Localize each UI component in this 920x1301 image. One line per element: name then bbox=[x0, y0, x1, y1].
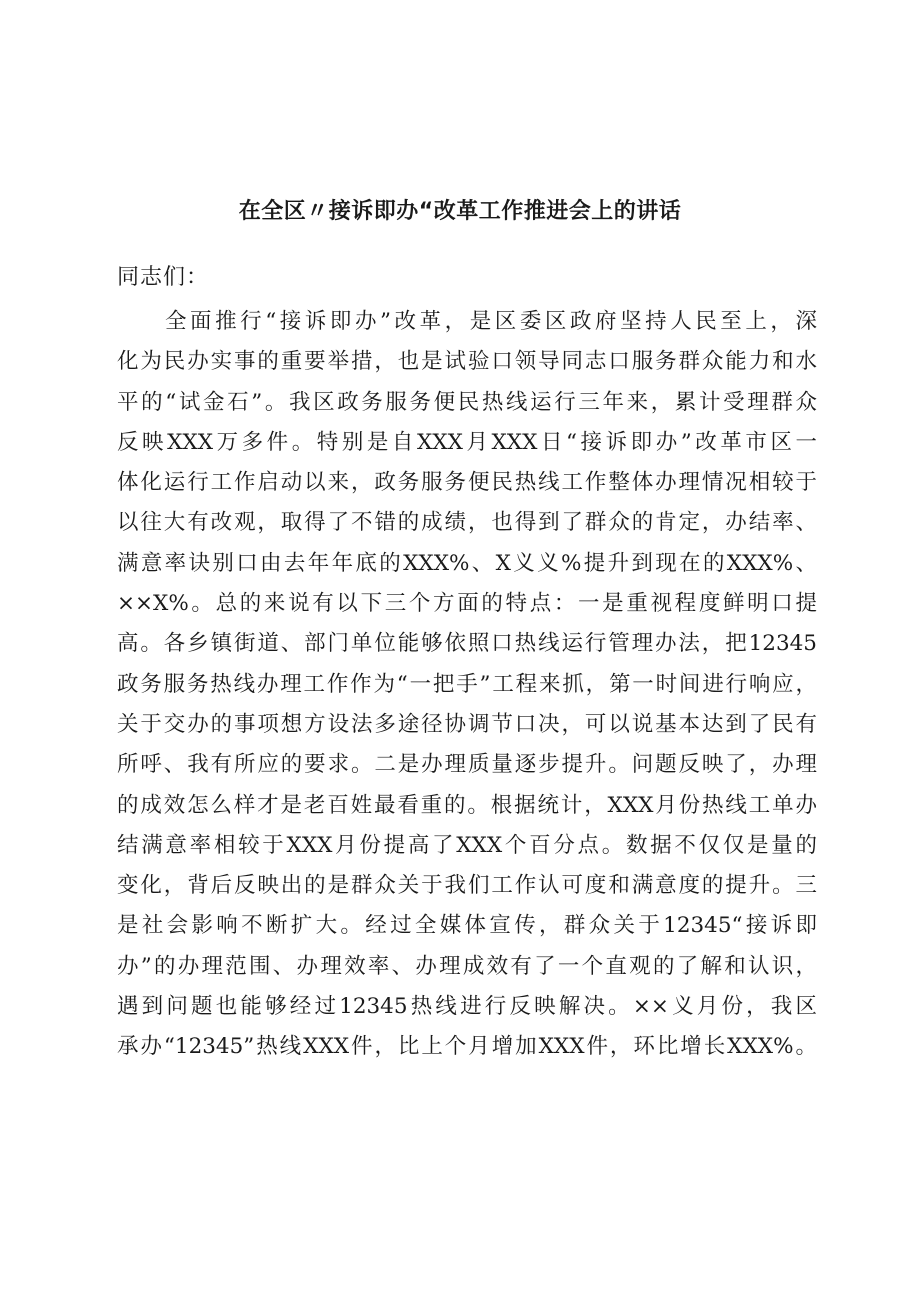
text-line: 承办“12345”热线XXX件，比上个月增加XXX件，环比增长XXX%。 bbox=[117, 1034, 817, 1060]
text-line: 变化，背后反映出的是群众关于我们工作认可度和满意度的提升。三 bbox=[117, 873, 817, 899]
text-line: 结满意率相较于XXX月份提高了XXX个百分点。数据不仅仅是量的 bbox=[117, 832, 817, 858]
text-line: 关于交办的事项想方设法多途径协调节口决，可以说基本达到了民有 bbox=[117, 711, 817, 737]
text-line: 平的“试金石”。我区政务服务便民热线运行三年来，累计受理群众 bbox=[117, 389, 817, 415]
text-line: 所呼、我有所应的要求。二是办理质量逐步提升。问题反映了，办理 bbox=[117, 752, 817, 778]
text-line: 化为民办实事的重要举措，也是试验口领导同志口服务群众能力和水 bbox=[117, 349, 817, 375]
text-line: 办”的办理范围、办理效率、办理成效有了一个直观的了解和认识， bbox=[117, 953, 817, 979]
speech-paragraph bbox=[117, 302, 817, 1068]
text-line: 是社会影响不断扩大。经过全媒体宣传，群众关于12345“接诉即 bbox=[117, 913, 817, 939]
text-line: 政务服务热线办理工作作为“一把手”工程来抓，第一时间进行响应， bbox=[117, 671, 817, 697]
text-line: 反映XXX万多件。特别是自XXX月XXX日“接诉即办”改革市区一 bbox=[117, 429, 817, 455]
text-line: 遇到问题也能够经过12345热线进行反映解决。××义月份，我区 bbox=[117, 994, 817, 1020]
text-line: 的成效怎么样才是老百姓最看重的。根据统计，XXX月份热线工单办 bbox=[117, 792, 817, 818]
text-line: 体化运行工作启动以来，政务服务便民热线工作整体办理情况相较于 bbox=[117, 470, 817, 496]
text-line: 以往大有改观，取得了不错的成绩，也得到了群众的肯定，办结率、 bbox=[117, 510, 817, 536]
salutation: 同志们： bbox=[117, 265, 210, 290]
document-title: 在全区〃接诉即办“改革工作推进会上的讲话 bbox=[238, 199, 682, 224]
text-line: 高。各乡镇街道、部门单位能够依照口热线运行管理办法，把12345 bbox=[117, 631, 817, 657]
text-line: 满意率诀别口由去年年底的XXX%、X义义%提升到现在的XXX%、 bbox=[117, 550, 817, 576]
text-line: 全面推行“接诉即办”改革，是区委区政府坚持人民至上，深 bbox=[165, 309, 817, 334]
text-line: ××X%。总的来说有以下三个方面的特点：一是重视程度鲜明口提 bbox=[117, 591, 817, 617]
